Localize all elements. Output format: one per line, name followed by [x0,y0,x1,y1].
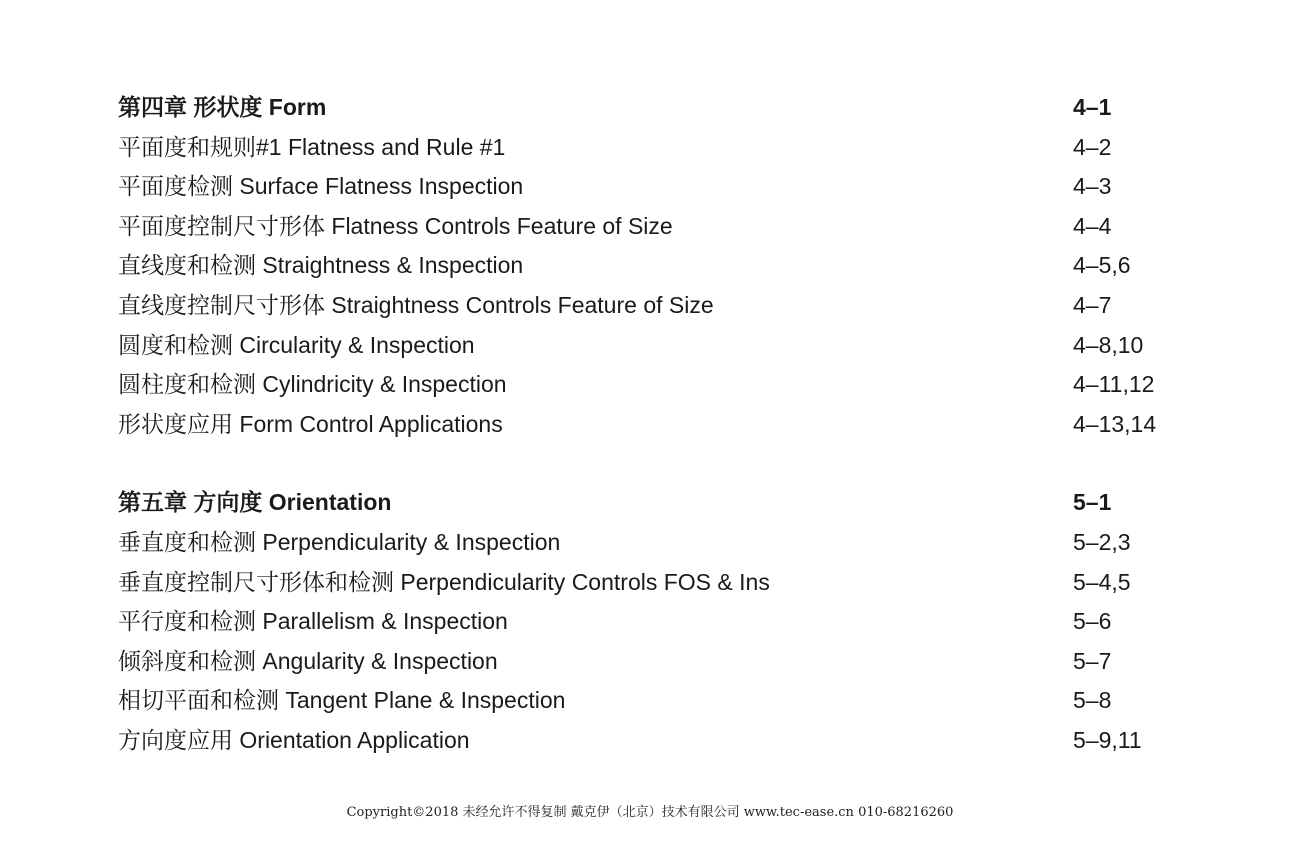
toc-entry [118,563,1198,603]
page-number: 4–2 [1073,133,1112,160]
toc-entry [118,681,1198,721]
entry-title: 相切平面和检测 Tangent Plane & Inspection [118,687,566,714]
chapter-5-section [118,483,1198,760]
page-number: 4–8,10 [1073,331,1144,358]
entry-title: 倾斜度和检测 Angularity & Inspection [118,647,498,674]
entry-title: 直线度和检测 Straightness & Inspection [118,252,524,279]
entry-title: 垂直度和检测 Perpendicularity & Inspection [118,528,561,555]
page-number: 5–9,11 [1073,726,1142,753]
toc-entry [118,523,1198,563]
page-number: 5–4,5 [1073,568,1131,595]
toc-entry [118,246,1198,286]
toc-entry [118,721,1198,761]
page-number: 4–7 [1073,291,1112,318]
toc-entry [118,326,1198,366]
toc-entry [118,128,1198,168]
toc-entry [118,483,1198,523]
toc-entry [118,167,1198,207]
entry-title: 直线度控制尺寸形体 Straightness Controls Feature of Size [118,291,714,318]
page-number: 4–13,14 [1073,410,1157,437]
entry-title: 圆柱度和检测 Cylindricity & Inspection [118,371,507,398]
page-number: 4–11,12 [1073,371,1155,398]
page-number: 5–8 [1073,687,1112,714]
entry-title: 平面度和规则#1 Flatness and Rule #1 [118,133,506,160]
page-number: 4–3 [1073,173,1112,200]
entry-title: 圆度和检测 Circularity & Inspection [118,331,475,358]
page-number: 4–4 [1073,212,1112,239]
toc-entry [118,642,1198,682]
page-number: 5–1 [1073,489,1112,516]
page-number: 5–7 [1073,647,1112,674]
page-number: 4–5,6 [1073,252,1131,279]
toc-entry [118,88,1198,128]
page-number: 4–1 [1073,94,1112,120]
copyright-footer: Copyright©2018 未经允许不得复制 戴克伊（北京）技术有限公司 www.tec-ease.cn 010-68216260 [346,805,954,820]
toc-entry [118,405,1198,445]
toc-entry [118,286,1198,326]
table-of-contents [118,88,1198,761]
page-number: 5–2,3 [1073,528,1131,555]
toc-entry [118,207,1198,247]
chapter-title: 第四章 形状度 Form [118,94,327,120]
entry-title: 平面度控制尺寸形体 Flatness Controls Feature of Size [118,212,673,239]
toc-entry [118,602,1198,642]
entry-title: 平行度和检测 Parallelism & Inspection [118,608,508,635]
chapter-4-section [118,88,1198,444]
entry-title: 方向度应用 Orientation Application [118,726,470,753]
entry-title: 垂直度控制尺寸形体和检测 Perpendicularity Controls FOS & Ins [118,568,770,595]
chapter-title: 第五章 方向度 Orientation [118,489,392,516]
entry-title: 形状度应用 Form Control Applications [118,410,503,437]
page-number: 5–6 [1073,608,1112,635]
toc-entry [118,365,1198,405]
entry-title: 平面度检测 Surface Flatness Inspection [118,173,524,200]
